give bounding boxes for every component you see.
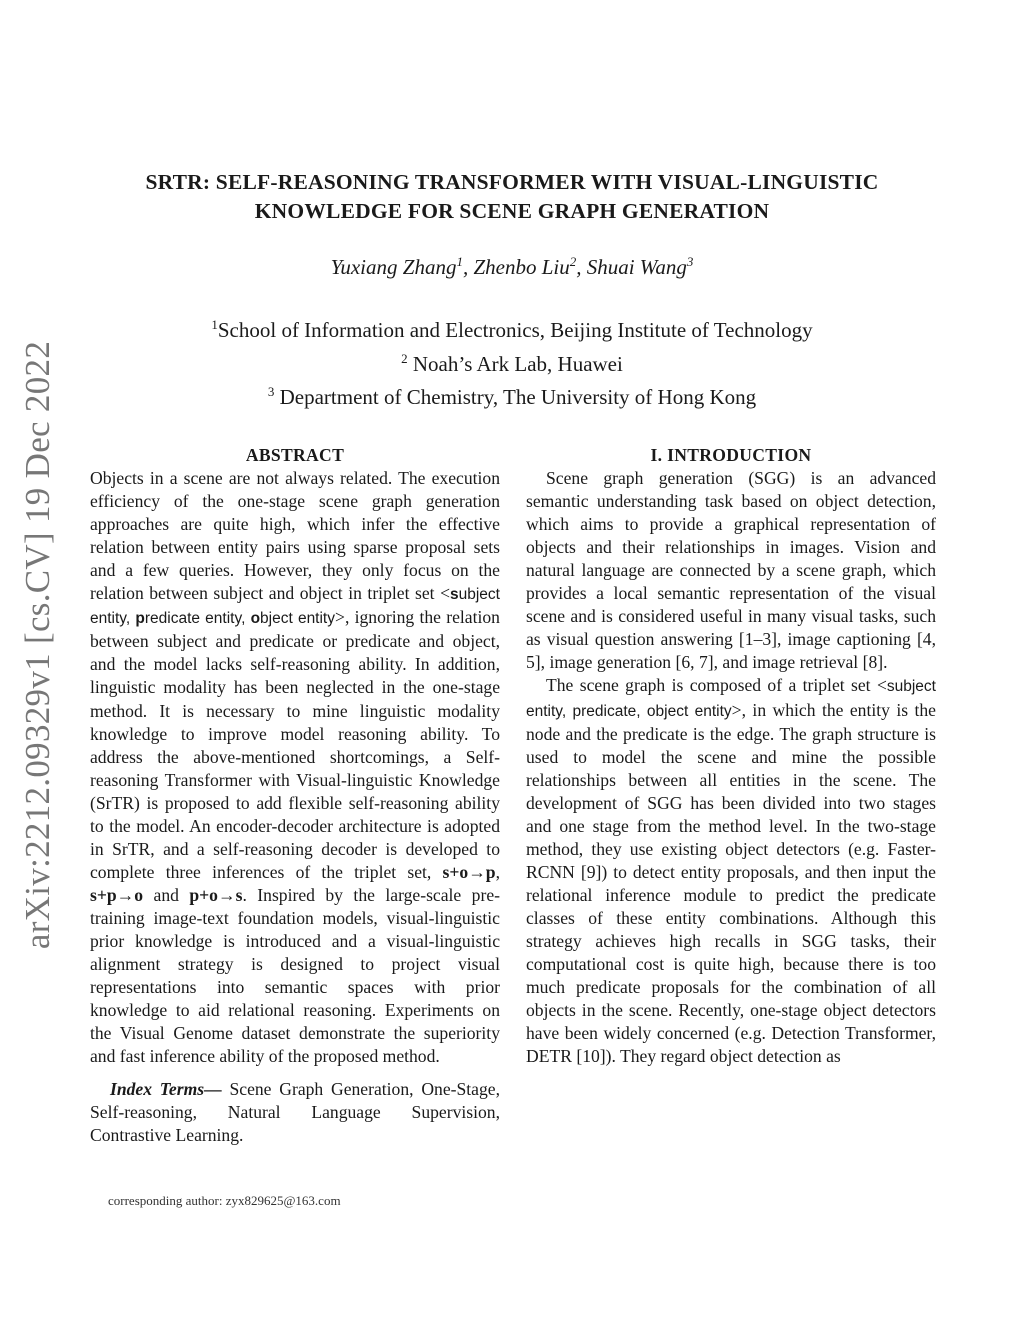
title-line-2: KNOWLEDGE FOR SCENE GRAPH GENERATION [254, 199, 770, 223]
inference-s-o-p: s+o→p [442, 861, 496, 882]
introduction-heading: I. INTRODUCTION [650, 445, 812, 465]
affiliation-line: $^3$ Department of Chemistry, The University of Hong Kong [267, 384, 757, 409]
corresponding-author-footnote: corresponding author: zyx829625@163.com [108, 1193, 341, 1208]
author-affiliation-mark: 2 [569, 254, 577, 269]
right-column [526, 444, 936, 1068]
affiliations [100, 311, 924, 412]
paper-title [100, 168, 924, 226]
abstract-body: Objects in a scene are not always related. The execution efficiency of the one-stage scene graph generation approaches are quite high, which infer the effective relation between entity pairs using sparse proposal sets and a few queries. However, they only focus on the relation between subject and object in triplet set <subject entity, predicate entity, object entity>, ignoring the relation between subject and predicate or predicate and object, and the model lacks self-reasoning ability. In addition, linguistic modality has been neglected in the one-stage method. It is necessary to mine linguistic modality knowledge to improve model reasoning ability. To address the above-mentioned shortcomings, a Self-reasoning Transformer with Visual-linguistic Knowledge (SrTR) is proposed to add flexible self-reasoning ability to the model. An encoder-decoder architecture is adopted in SrTR, and a self-reasoning decoder is developed to complete three inferences of the triplet set, s+o→p, s+p→o and p+o→s. Inspired by the large-scale pre-training image-text foundation models, visual-linguistic prior knowledge is introduced and a visual-linguistic alignment strategy is designed to project visual representations into semantic spaces with prior knowledge to aid relational reasoning. Experiments on the Visual Genome dataset demonstrate the superiority and fast inference ability of the proposed method. [90, 468, 501, 1067]
title-line-1: SRTR: SELF-REASONING TRANSFORMER WITH VISUAL-LINGUISTIC [145, 170, 879, 194]
abstract-heading: ABSTRACT [245, 445, 345, 465]
introduction-paragraph-2: The scene graph is composed of a triplet set <subject entity, predicate, object entity>, in which the entity is the node and the predicate is the edge. The graph structure is used to model the scene and mine the possible relationships between all entities in the scene. The development of SGG has been divided into two stages and one stage from the method level. In the two-stage method, they use existing object detectors (e.g. Faster-RCNN [9]) to detect entity proposals, and then input the relational inference module to predict the predicate classes of these entity combinations. Although this strategy achieves high recalls in SGG tasks, their computational cost is quite high, because there is too much predicate proposals for the combination of all objects in the scene. Recently, one-stage object detectors have been widely concerned (e.g. Detection Transformer, DETR [10]). They regard object detection as [526, 675, 936, 1067]
index-terms-label: Index Terms— [110, 1079, 222, 1100]
introduction-paragraph-1: Scene graph generation (SGG) is an advanced semantic understanding task based on object detection, which aims to provide a graphical representation of objects and their relationships in images. Vision and natural language are connected by a scene graph, which provides a local semantic representation of the visual scene and is considered useful in many visual tasks, such as visual question answering [1–3], image captioning [4, 5], image generation [6, 7], and image retrieval [8]. [526, 468, 936, 673]
author-list: Yuxiang Zhang$^1$, Zhenbo Liu$^2$, Shuai Wang$^3$ [330, 254, 694, 279]
affiliation-line: $^2$ Noah’s Ark Lab, Huawei [401, 350, 623, 376]
affiliation-line: $^1$School of Information and Electronics, Beijing Institute of Technology [211, 317, 813, 342]
author-name: Yuxiang Zhang [330, 255, 457, 279]
inference-s-p-o: s+p→o [90, 884, 144, 905]
author-affiliation-mark: 1 [456, 254, 463, 269]
inference-p-o-s: p+o→s [189, 884, 243, 905]
author-affiliation-mark: 3 [686, 254, 694, 269]
triplet-notation: subject entity, predicate, object entity [526, 678, 936, 720]
left-column [90, 444, 500, 1147]
triplet-notation: subject entity, predicate entity, object entity [90, 586, 500, 628]
index-terms: Index Terms— Scene Graph Generation, One-Stage, Self-reasoning, Natural Language Supervision, Contrastive Learning. [90, 1079, 500, 1146]
arxiv-identifier: arXiv:2212.09329v1 [cs.CV] 19 Dec 2022 [18, 340, 57, 950]
author-name: Shuai Wang [586, 255, 687, 279]
arxiv-side-stamp [18, 340, 58, 950]
author-name: Zhenbo Liu [473, 255, 570, 279]
